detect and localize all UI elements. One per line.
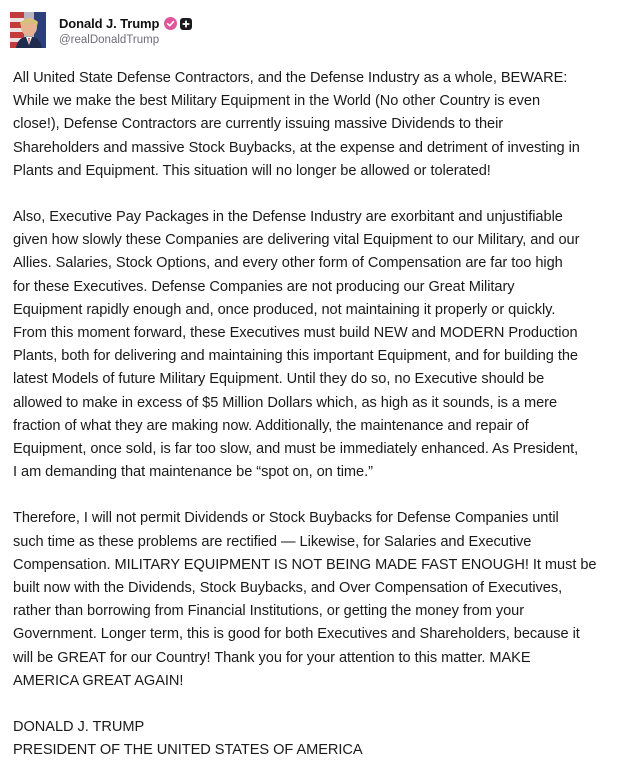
text-line: such time as these problems are rectified — Likewise, for Salaries and Executive bbox=[13, 533, 532, 550]
post-signature bbox=[13, 716, 631, 762]
text-line: Therefore, I will not permit Dividends or Stock Buybacks for Defense Companies until bbox=[13, 510, 559, 527]
text-line: Allies. Salaries, Stock Options, and every other form of Compensation are far too high bbox=[13, 255, 563, 272]
avatar[interactable] bbox=[10, 12, 46, 48]
text-line: Plants and Equipment. This situation will no longer be allowed or tolerated! bbox=[13, 162, 491, 179]
text-line: given how slowly these Companies are delivering vital Equipment to our Military, and our bbox=[13, 232, 580, 249]
text-line: latest Models of future Military Equipment. Until they do so, no Executive should be bbox=[13, 371, 545, 388]
text-line: fraction of what they are making now. Additionally, the maintenance and repair of bbox=[13, 417, 529, 434]
post-body bbox=[13, 67, 631, 762]
signature-title: PRESIDENT OF THE UNITED STATES OF AMERICA bbox=[13, 742, 363, 759]
text-line: From this moment forward, these Executives must build NEW and MODERN Production bbox=[13, 325, 578, 342]
text-line: Plants, both for delivering and maintaining this important Equipment, and for building the bbox=[13, 348, 578, 365]
text-line: will be GREAT for our Country! Thank you for your attention to this matter. MAKE bbox=[13, 649, 531, 666]
text-line: close!), Defense Contractors are currently issuing massive Dividends to their bbox=[13, 116, 504, 133]
text-line: Compensation. MILITARY EQUIPMENT IS NOT BEING MADE FAST ENOUGH! It must be bbox=[13, 556, 597, 573]
text-line: allowed to make in excess of $5 Million Dollars which, as high as it sounds, is a mere bbox=[13, 394, 558, 411]
post-header bbox=[10, 10, 192, 50]
paragraph-spacer bbox=[13, 693, 631, 716]
text-line: for these Executives. Defense Companies are not producing our Great Military bbox=[13, 278, 515, 295]
post-paragraph-2 bbox=[13, 206, 631, 484]
text-line: While we make the best Military Equipment in the World (No other Country is even bbox=[13, 93, 541, 110]
author-handle[interactable]: @realDonaldTrump bbox=[59, 34, 160, 46]
text-line: Also, Executive Pay Packages in the Defense Industry are exorbitant and unjustifiable bbox=[13, 209, 563, 226]
text-line: All United State Defense Contractors, and the Defense Industry as a whole, BEWARE: bbox=[13, 70, 568, 86]
author-names bbox=[59, 14, 192, 46]
plus-badge-icon bbox=[180, 17, 192, 29]
paragraph-spacer bbox=[13, 183, 631, 206]
text-line: I am demanding that maintenance be “spot on, on time.” bbox=[13, 464, 373, 481]
paragraph-spacer bbox=[13, 484, 631, 507]
text-line: rather than borrowing from Financial Institutions, or getting the money from your bbox=[13, 603, 525, 620]
author-display-name[interactable]: Donald J. Trump bbox=[59, 15, 160, 31]
post-paragraph-3 bbox=[13, 507, 631, 693]
text-line: Equipment, once sold, is far too slow, and must be immediately enhanced. As President, bbox=[13, 441, 579, 458]
signature-name: DONALD J. TRUMP bbox=[13, 719, 145, 736]
post-paragraph-1 bbox=[13, 67, 631, 183]
verified-check-icon bbox=[164, 17, 177, 30]
text-line: Shareholders and massive Stock Buybacks, at the expense and detriment of investing in bbox=[13, 139, 580, 156]
text-line: Equipment rapidly enough and, once produced, not maintaining it properly or quickly. bbox=[13, 301, 556, 318]
display-name-row bbox=[59, 14, 192, 32]
text-line: Government. Longer term, this is good for both Executives and Shareholders, because it bbox=[13, 626, 580, 643]
text-line: AMERICA GREAT AGAIN! bbox=[13, 672, 184, 689]
avatar-image bbox=[10, 12, 46, 48]
text-line: built now with the Dividends, Stock Buybacks, and Over Compensation of Executives, bbox=[13, 580, 563, 597]
